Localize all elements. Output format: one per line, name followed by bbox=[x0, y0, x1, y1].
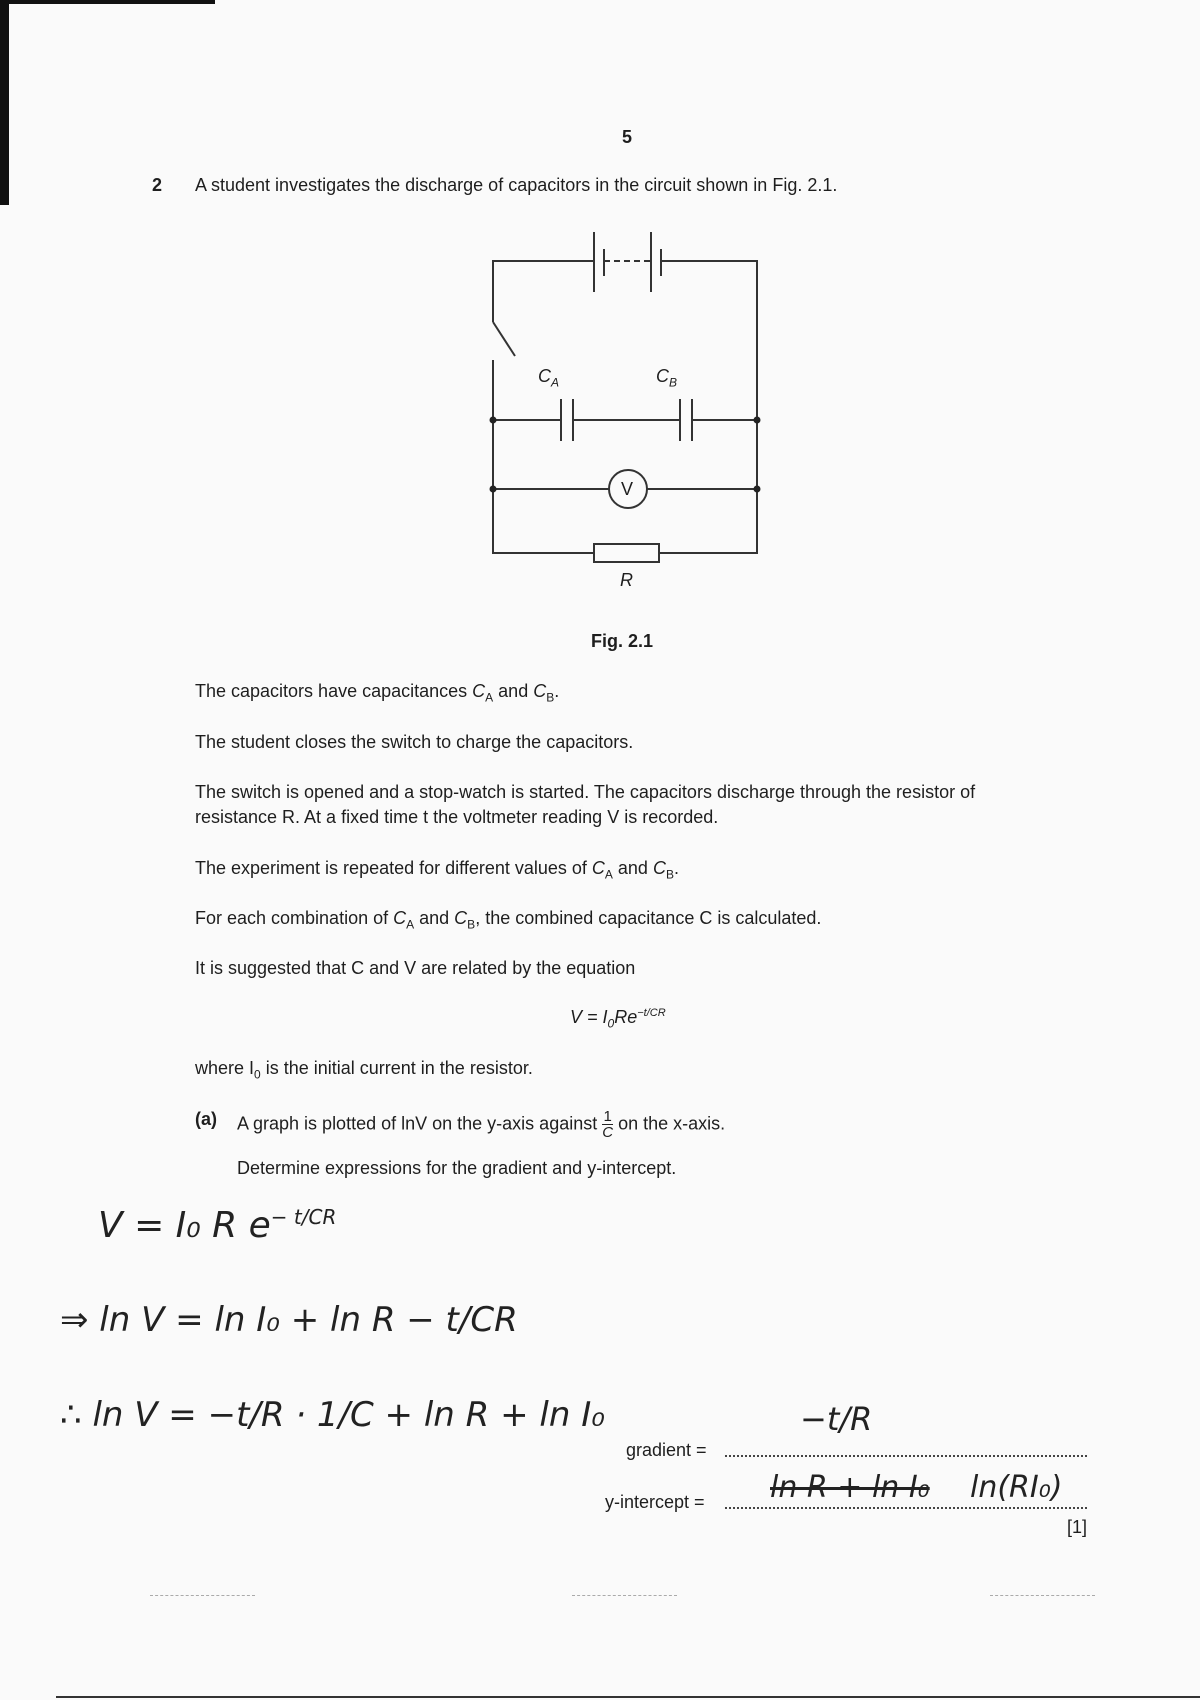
figure-caption: Fig. 2.1 bbox=[591, 631, 654, 651]
circuit-diagram bbox=[0, 0, 1200, 640]
page-number: 5 bbox=[622, 127, 633, 147]
capacitor-row bbox=[493, 399, 757, 441]
label-cb: $C_B$ bbox=[656, 366, 678, 390]
paragraph-capacitances: The capacitors have capacitances $C_A$ and $C_B$. bbox=[195, 681, 560, 705]
label-ca: $C_A$ bbox=[538, 366, 560, 390]
top-wire bbox=[493, 261, 757, 553]
page-bottom-rule bbox=[56, 1696, 1200, 1698]
paragraph-discharge-2: resistance R. At a fixed time t the voltmeter reading V is recorded. bbox=[195, 807, 719, 827]
paragraph-suggested: It is suggested that C and V are related by the equation bbox=[195, 958, 636, 978]
part-a-label: (a) bbox=[195, 1109, 217, 1129]
faint-dash bbox=[990, 1595, 1095, 1596]
part-a-instruction: Determine expressions for the gradient and y-intercept. bbox=[237, 1158, 677, 1178]
gradient-label: gradient = bbox=[626, 1440, 707, 1460]
handwritten-line-3: ∴ ln V = −t/R · 1/C + ln R + ln I₀ bbox=[60, 1395, 605, 1435]
intercept-crossed-answer: ln R + ln I₀ bbox=[770, 1470, 930, 1505]
paragraph-where: where $I_0$ is the initial current in the resistor. bbox=[195, 1058, 533, 1082]
faint-dash bbox=[572, 1595, 677, 1596]
question-number: 2 bbox=[152, 175, 163, 195]
paragraph-combination: For each combination of $C_A$ and $C_B$, the combined capacitance C is calculated. bbox=[195, 908, 822, 932]
marks: [1] bbox=[1067, 1517, 1088, 1537]
faint-dash bbox=[150, 1595, 255, 1596]
handwritten-line-1: V = I₀ R $e^{- t/CR}$ bbox=[98, 1205, 337, 1246]
label-voltmeter: V bbox=[621, 479, 634, 499]
intercept-label: y-intercept = bbox=[605, 1492, 705, 1512]
label-resistor: R bbox=[620, 570, 633, 590]
gradient-answer-line[interactable] bbox=[725, 1455, 1087, 1457]
paragraph-discharge-1: The switch is opened and a stop-watch is started. The capacitors discharge through the resistor of bbox=[195, 782, 976, 802]
switch bbox=[493, 322, 515, 356]
resistor-icon bbox=[594, 544, 659, 562]
intercept-answer: ln(RI₀) bbox=[970, 1470, 1063, 1505]
gradient-answer: −t/R bbox=[800, 1400, 873, 1438]
part-a-text: A graph is plotted of lnV on the y-axis against $\frac{1}{C}$ on the x-axis. bbox=[237, 1108, 726, 1141]
paragraph-repeat: The experiment is repeated for different values of $C_A$ and $C_B$. bbox=[195, 858, 679, 882]
handwritten-line-2: ⇒ ln V = ln I₀ + ln R − t/CR bbox=[60, 1300, 518, 1340]
question-intro: A student investigates the discharge of capacitors in the circuit shown in Fig. 2.1. bbox=[195, 175, 838, 195]
paragraph-charge: The student closes the switch to charge the capacitors. bbox=[195, 732, 634, 752]
intercept-answer-line[interactable] bbox=[725, 1507, 1087, 1509]
equation: $V = I_0Re^{-t/CR}$ bbox=[570, 1007, 666, 1031]
